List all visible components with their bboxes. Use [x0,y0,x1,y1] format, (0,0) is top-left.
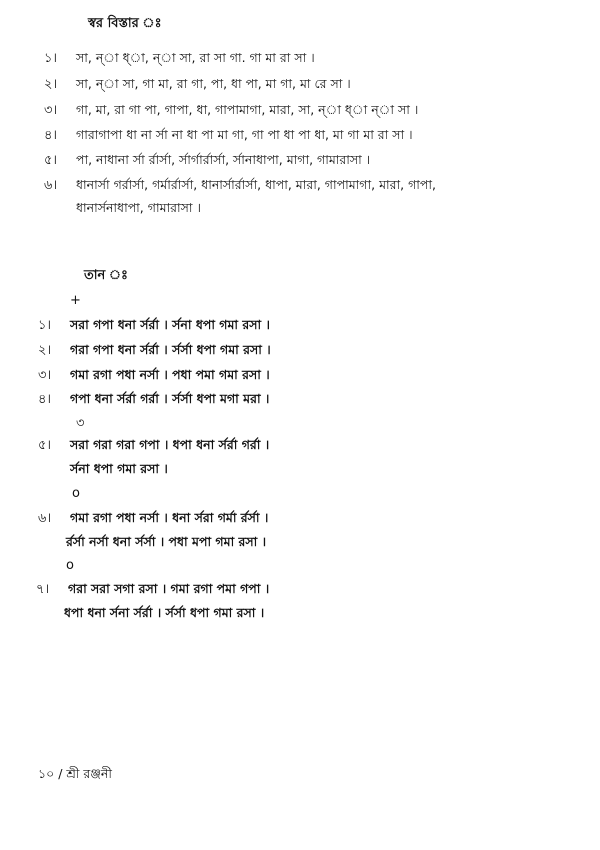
list-item [38,437,269,454]
list-item [38,342,271,359]
item-text: গরা সরা সগা রসা । গমা রগা পমা গপা । [68,581,270,596]
item-number: ৭। [36,582,50,597]
item-text: পা, নাধানা র্সা র্রার্সা, র্সার্গার্রার্সা, র্সানাধাপা, মাগা, গামারাসা । [76,152,371,167]
list-item [44,102,418,119]
item-number: ৬। [44,178,58,193]
section-heading-taan: তান ঃ [84,268,128,283]
item-text: ধানার্সা গর্রার্সা, গর্মার্রার্সা, ধানার্সার্রার্সা, ধাপা, মারা, গাপামাগা, মারা, গাপা, [76,177,436,192]
item-number: ৩। [44,103,58,118]
item-number: ১। [44,51,58,66]
item-number: ২। [38,343,52,358]
item-text: গারাগাপা ধা না র্সা না ধা পা মা গা, গা পা ধা পা ধা, মা গা মা রা সা । [76,127,413,142]
list-item [44,177,436,194]
item-continuation: র্সনা ধপা গমা রসা । [70,461,168,476]
item-text: সরা গপা ধনা র্সর্রা । র্সনা ধপা গমা রসা । [70,317,270,332]
list-item [38,367,270,384]
section-heading-swar-vistar: স্বর বিস্তার ঃ [88,16,162,31]
item-number: ৬। [38,511,52,526]
item-continuation: র্রর্সা নর্সা ধনা র্সর্সা । পধা মপা গমা রসা । [66,534,267,549]
item-number: ৪। [44,128,58,143]
item-text: গরা গপা ধনা র্সর্রা । র্সর্সা ধপা গমা রসা । [70,342,271,357]
list-item [36,581,269,598]
list-item [38,391,269,408]
item-text: গমা রগা পধা নর্সা । পধা পমা গমা রসা । [70,367,270,382]
tala-marker: o [72,486,80,501]
list-item [44,127,413,144]
item-text: গপা ধনা র্সর্রা গর্রা । র্সর্সা ধপা মগা মরা । [70,391,270,406]
list-item [44,50,315,67]
item-number: ২। [44,77,58,92]
list-item [44,152,370,169]
item-number: ১। [38,318,52,333]
item-continuation: ধপা ধনা র্সনা র্সর্রা । র্সর্সা ধপা গমা রসা । [64,605,265,620]
item-text: গা, মা, রা গা পা, গাপা, ধা, গাপামাগা, মারা, সা, ন্া ধ্া ন্া সা । [76,102,419,117]
item-number: ৫। [38,438,52,453]
list-item [38,317,270,334]
item-text: গমা রগা পধা নর্সা । ধনা র্সরা গর্মা র্রর্সা । [70,510,269,525]
list-item [38,510,268,527]
item-text: সা, ন্া ধ্া, ন্া সা, রা সা গা. গা মা রা সা । [76,50,315,65]
item-text: সা, ন্া সা, গা মা, রা গা, পা, ধা পা, মা গা, মা রে সা । [76,76,351,91]
item-number: ৫। [44,153,58,168]
item-continuation: ধানার্সনাধাপা, গামারাসা । [76,200,201,215]
list-item [44,76,351,93]
tala-marker: ৩ [76,416,85,431]
item-number: ৪। [38,392,52,407]
tala-marker: o [66,558,74,573]
tala-marker: + [70,293,81,308]
item-text: সরা গরা গরা গপা । ধপা ধনা র্সর্রা গর্রা । [70,437,270,452]
page-footer: ১০ / শ্রী রঞ্জনী [38,766,112,781]
item-number: ৩। [38,368,52,383]
